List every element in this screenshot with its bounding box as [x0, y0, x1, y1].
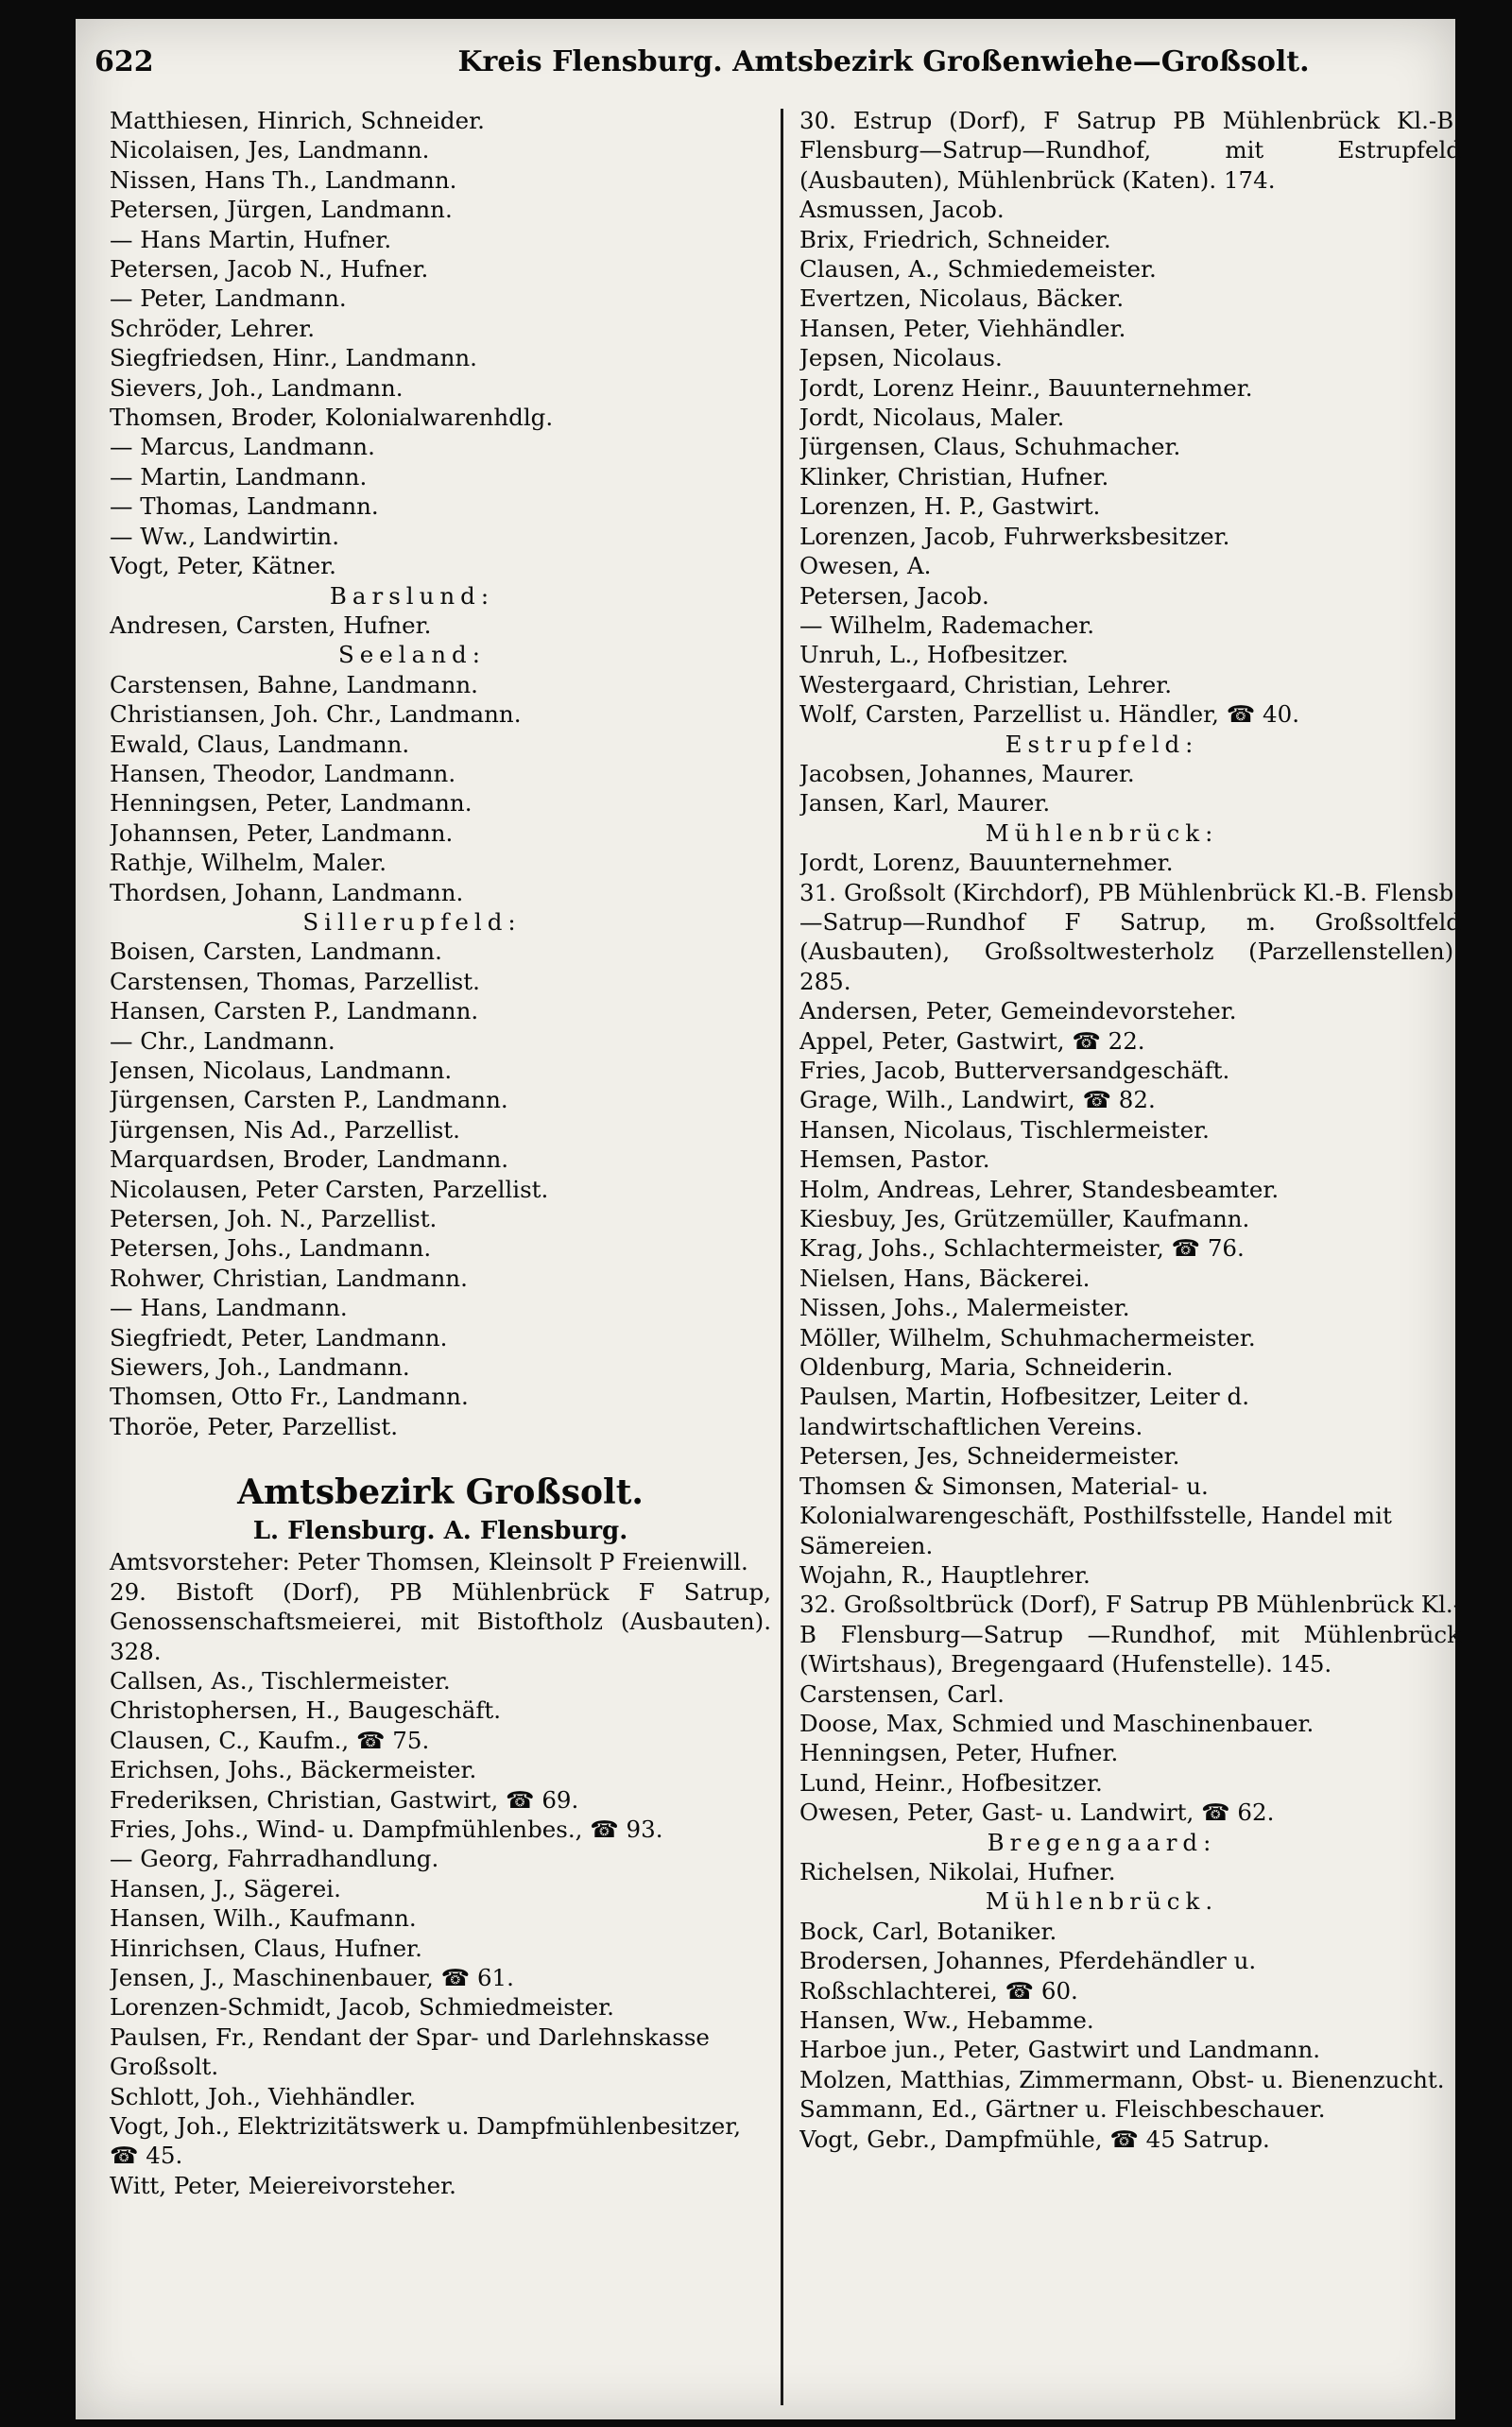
list-item: Schröder, Lehrer.	[110, 314, 316, 342]
heading-barslund: Barslund:	[329, 581, 495, 610]
list-item: Lorenzen, Jacob, Fuhrwerksbesitzer.	[799, 522, 1230, 550]
list-item: Johannsen, Peter, Landmann.	[110, 818, 454, 847]
list-item: Wojahn, R., Hauptlehrer.	[799, 1560, 1091, 1589]
list-item: Jürgensen, Nis Ad., Parzellist.	[110, 1115, 460, 1144]
list-item: Hansen, Peter, Viehhändler.	[799, 314, 1126, 342]
list-item: Vogt, Gebr., Dampfmühle, ☎ 45 Satrup.	[799, 2125, 1270, 2153]
list-item: Callsen, As., Tischlermeister.	[110, 1666, 451, 1695]
list-item: Owesen, A.	[799, 552, 932, 580]
list-item: Grage, Wilh., Landwirt, ☎ 82.	[799, 1086, 1156, 1114]
list-muehlenbrueck-1	[799, 848, 1461, 877]
page-header	[94, 45, 1418, 83]
list-item: Hansen, J., Sägerei.	[110, 1874, 341, 1902]
list-item: Hansen, Ww., Hebamme.	[799, 2006, 1094, 2034]
list-item: Hansen, Wilh., Kaufmann.	[110, 1904, 417, 1933]
list-item: Thomsen, Broder, Kolonialwarenhdlg.	[110, 404, 554, 432]
list-item: Vogt, Peter, Kätner.	[110, 552, 336, 580]
list-item: Evertzen, Nicolaus, Bäcker.	[799, 284, 1125, 313]
list-item: Rohwer, Christian, Landmann.	[110, 1264, 468, 1292]
list-item: Carstensen, Carl.	[799, 1679, 1005, 1708]
list-item: Rathje, Wilhelm, Maler.	[110, 849, 387, 877]
list-item: Appel, Peter, Gastwirt, ☎ 22.	[799, 1026, 1145, 1055]
list-item: — Peter, Landmann.	[110, 284, 347, 313]
list-item: — Marcus, Landmann.	[110, 433, 375, 461]
entry-32-header: 32. Großsoltbrück (Dorf), F Satrup PB Mühlenbrück Kl.-B Flensburg—Satrup —Rundhof, mit Mühlenbrück (Wirtshaus), Bregengaard (Hufenstelle). 145.	[799, 1591, 1461, 1678]
list-item: Petersen, Jürgen, Landmann.	[110, 196, 453, 224]
list-item: Paulsen, Fr., Rendant der Spar- und Darlehnskasse Großsolt.	[110, 2022, 710, 2081]
list-item: Petersen, Jes, Schneidermeister.	[799, 1442, 1180, 1471]
list-item: Jepsen, Nicolaus.	[799, 344, 1003, 372]
list-item: Henningsen, Peter, Hufner.	[799, 1739, 1119, 1767]
list-item: Thoröe, Peter, Parzellist.	[110, 1412, 399, 1440]
list-item: Clausen, A., Schmiedemeister.	[799, 255, 1157, 284]
list-item: Lorenzen-Schmidt, Jacob, Schmiedmeister.	[110, 1993, 614, 2022]
list-item: Jacobsen, Johannes, Maurer.	[799, 759, 1135, 787]
heading-muehlenbrueck-1: Mühlenbrück:	[985, 818, 1219, 847]
list-item: Boisen, Carsten, Landmann.	[110, 938, 442, 966]
list-item: Möller, Wilhelm, Schuhmachermeister.	[799, 1323, 1256, 1351]
right-column	[799, 106, 1461, 2154]
list-item: Jordt, Nicolaus, Maler.	[799, 404, 1065, 432]
amtsvorsteher: Amtsvorsteher: Peter Thomsen, Kleinsolt P Freienwill.	[110, 1548, 748, 1576]
list-item: Christiansen, Joh. Chr., Landmann.	[110, 700, 522, 729]
list-item: Nissen, Hans Th., Landmann.	[110, 165, 457, 194]
list-item: Nicolausen, Peter Carsten, Parzellist.	[110, 1175, 549, 1203]
list-item: Sammann, Ed., Gärtner u. Fleischbeschauer.	[799, 2095, 1326, 2124]
list-item: Petersen, Joh. N., Parzellist.	[110, 1205, 438, 1233]
list-item: Clausen, C., Kaufm., ☎ 75.	[110, 1726, 430, 1754]
list-sillerupfeld	[110, 937, 771, 1441]
heading-seeland: Seeland:	[338, 641, 486, 669]
entry-30-header: 30. Estrup (Dorf), F Satrup PB Mühlenbrück Kl.-B. Flensburg—Satrup—Rundhof, mit Estrupfeld (Ausbauten), Mühlenbrück (Katen). 174.	[799, 107, 1461, 194]
list-item: Thordsen, Johann, Landmann.	[110, 878, 464, 906]
list-item: Jansen, Karl, Maurer.	[799, 789, 1051, 818]
list-entry-32	[799, 1679, 1461, 1828]
heading-estrupfeld: Estrupfeld:	[1005, 730, 1199, 758]
list-item: Hansen, Theodor, Landmann.	[110, 759, 456, 787]
list-item: Thomsen & Simonsen, Material- u. Kolonialwarengeschäft, Posthilfsstelle, Handel mit Sämereien.	[799, 1472, 1392, 1559]
list-entry-31	[799, 996, 1461, 1590]
list-item: Paulsen, Martin, Hofbesitzer, Leiter d. landwirtschaftlichen Vereins.	[799, 1383, 1250, 1440]
list-top	[110, 106, 771, 581]
list-item: Lund, Heinr., Hofbesitzer.	[799, 1768, 1103, 1797]
list-item: Henningsen, Peter, Landmann.	[110, 789, 472, 818]
list-item: Jürgensen, Carsten P., Landmann.	[110, 1086, 508, 1114]
list-item: Siewers, Joh., Landmann.	[110, 1353, 410, 1382]
list-item: Jürgensen, Claus, Schuhmacher.	[799, 433, 1181, 461]
list-item: — Ww., Landwirtin.	[110, 522, 340, 550]
list-item: Fries, Jacob, Butterversandgeschäft.	[799, 1057, 1230, 1084]
list-item: Hansen, Nicolaus, Tischlermeister.	[799, 1115, 1210, 1144]
list-item: Richelsen, Nikolai, Hufner.	[799, 1857, 1116, 1885]
list-item: Hansen, Carsten P., Landmann.	[110, 997, 479, 1025]
list-item: Jordt, Lorenz, Bauunternehmer.	[799, 849, 1174, 877]
list-item: — Thomas, Landmann.	[110, 492, 379, 521]
list-item: — Wilhelm, Rademacher.	[799, 611, 1095, 639]
list-item: Harboe jun., Peter, Gastwirt und Landmann.	[799, 2036, 1321, 2064]
entry-31-header: 31. Großsolt (Kirchdorf), PB Mühlenbrück Kl.-B. Flensb.—Satrup—Rundhof F Satrup, m. Großsoltfeld (Ausbauten), Großsoltwesterholz (Parzellenstellen). 285.	[799, 878, 1461, 995]
list-item: Molzen, Matthias, Zimmermann, Obst- u. Bienenzucht.	[799, 2065, 1445, 2093]
list-item: Erichsen, Johs., Bäckermeister.	[110, 1756, 477, 1784]
list-item: Brix, Friedrich, Schneider.	[799, 225, 1111, 253]
list-entry-29	[110, 1666, 771, 2200]
list-item: Kiesbuy, Jes, Grützemüller, Kaufmann.	[799, 1205, 1250, 1233]
list-item: Thomsen, Otto Fr., Landmann.	[110, 1383, 469, 1411]
list-item: Witt, Peter, Meiereivorsteher.	[110, 2171, 456, 2199]
page-number: 622	[94, 45, 154, 78]
left-column	[110, 106, 771, 2200]
amtsbezirk-title: Amtsbezirk Großsolt.	[237, 1472, 644, 1513]
list-item: Siegfriedsen, Hinr., Landmann.	[110, 344, 477, 372]
list-item: Christophersen, H., Baugeschäft.	[110, 1696, 502, 1725]
heading-muehlenbrueck-2: Mühlenbrück.	[985, 1887, 1219, 1916]
list-item: Nicolaisen, Jes, Landmann.	[110, 136, 430, 164]
list-item: Vogt, Joh., Elektrizitätswerk u. Dampfmühlenbesitzer, ☎ 45.	[110, 2112, 742, 2170]
list-item: Doose, Max, Schmied und Maschinenbauer.	[799, 1709, 1314, 1737]
list-item: Jensen, J., Maschinenbauer, ☎ 61.	[110, 1963, 514, 1991]
list-item: Andersen, Peter, Gemeindevorsteher.	[799, 997, 1237, 1025]
list-entry-30	[799, 195, 1461, 729]
list-item: Brodersen, Johannes, Pferdehändler u. Roßschlachterei, ☎ 60.	[799, 1947, 1257, 2005]
list-item: Owesen, Peter, Gast- u. Landwirt, ☎ 62.	[799, 1799, 1275, 1827]
column-divider	[781, 109, 783, 2405]
list-item: Carstensen, Thomas, Parzellist.	[110, 967, 480, 995]
list-item: Andresen, Carsten, Hufner.	[110, 611, 432, 639]
list-item: Siegfriedt, Peter, Landmann.	[110, 1323, 448, 1351]
directory-page	[76, 19, 1461, 2419]
list-item: Hinrichsen, Claus, Hufner.	[110, 1934, 422, 1962]
list-item: Krag, Johs., Schlachtermeister, ☎ 76.	[799, 1234, 1245, 1263]
heading-sillerupfeld: Sillerupfeld:	[302, 907, 522, 936]
list-item: Oldenburg, Maria, Schneiderin.	[799, 1353, 1174, 1382]
list-item: — Martin, Landmann.	[110, 462, 368, 491]
list-item: — Georg, Fahrradhandlung.	[110, 1845, 439, 1873]
list-barslund	[110, 611, 771, 640]
list-item: Petersen, Jacob N., Hufner.	[110, 255, 429, 284]
list-item: — Hans Martin, Hufner.	[110, 225, 392, 253]
list-item: Frederiksen, Christian, Gastwirt, ☎ 69.	[110, 1785, 579, 1814]
list-item: Carstensen, Bahne, Landmann.	[110, 670, 478, 698]
list-item: — Chr., Landmann.	[110, 1026, 335, 1055]
list-seeland	[110, 670, 771, 907]
entry-29-header: 29. Bistoft (Dorf), PB Mühlenbrück F Satrup, Genossenschaftsmeierei, mit Bistoftholz (Ausbauten). 328.	[110, 1577, 771, 1665]
list-item: Unruh, L., Hofbesitzer.	[799, 641, 1069, 669]
list-item: Westergaard, Christian, Lehrer.	[799, 670, 1173, 698]
list-item: Asmussen, Jacob.	[799, 196, 1005, 224]
list-item: Jensen, Nicolaus, Landmann.	[110, 1057, 453, 1084]
list-item: Hemsen, Pastor.	[799, 1145, 990, 1174]
list-item: Matthiesen, Hinrich, Schneider.	[110, 107, 485, 134]
list-item: Wolf, Carsten, Parzellist u. Händler, ☎ 40.	[799, 700, 1300, 729]
list-item: Sievers, Joh., Landmann.	[110, 373, 404, 402]
list-item: Petersen, Jacob.	[799, 581, 989, 610]
list-item: Ewald, Claus, Landmann.	[110, 730, 410, 758]
list-item: Bock, Carl, Botaniker.	[799, 1917, 1057, 1945]
list-item: Nielsen, Hans, Bäckerei.	[799, 1264, 1091, 1292]
list-item: Jordt, Lorenz Heinr., Bauunternehmer.	[799, 373, 1253, 402]
list-item: Fries, Johs., Wind- u. Dampfmühlenbes., ☎ 93.	[110, 1815, 663, 1843]
list-item: Nissen, Johs., Malermeister.	[799, 1294, 1130, 1322]
list-estrupfeld	[799, 759, 1461, 818]
list-item: Schlott, Joh., Viehhändler.	[110, 2082, 417, 2110]
list-item: — Hans, Landmann.	[110, 1294, 348, 1322]
list-bregengaard	[799, 1857, 1461, 1886]
list-item: Holm, Andreas, Lehrer, Standesbeamter.	[799, 1175, 1280, 1203]
list-item: Marquardsen, Broder, Landmann.	[110, 1145, 509, 1174]
page-title: Kreis Flensburg. Amtsbezirk Großenwiehe—Großsolt.	[457, 45, 1310, 78]
amtsbezirk-subtitle: L. Flensburg. A. Flensburg.	[252, 1517, 628, 1546]
list-item: Klinker, Christian, Hufner.	[799, 462, 1109, 491]
list-item: Petersen, Johs., Landmann.	[110, 1234, 432, 1263]
heading-bregengaard: Bregengaard:	[987, 1828, 1217, 1856]
list-item: Lorenzen, H. P., Gastwirt.	[799, 492, 1101, 521]
list-muehlenbrueck-2	[799, 1917, 1461, 2154]
